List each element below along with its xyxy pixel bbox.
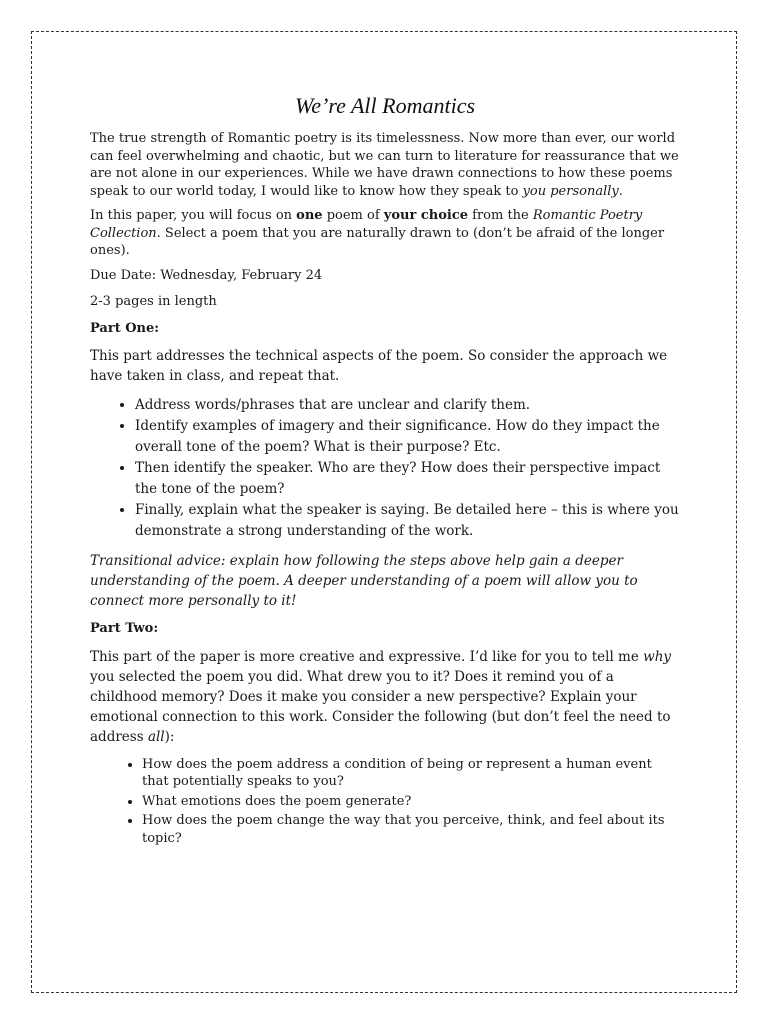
part-one-intro: This part addresses the technical aspects of the poem. So consider the approach we have taken in class, and repeat that. [90,348,668,384]
part-two-text-a: This part of the paper is more creative and expressive. I’d like for you to tell me [90,648,644,665]
part-two-list [90,756,680,848]
list-item: • How does the poem change the way that you perceive, think, and feel about its topic? [142,812,680,847]
part-two-intro [90,647,680,747]
intro-emphasis: you personally [522,183,619,199]
focus-text-e: from the [468,208,533,223]
part-one-heading [90,320,680,338]
part-two-heading [90,620,680,638]
list-item: • Address words/phrases that are unclear and clarify them. [135,395,680,416]
document-title: We’re All Romantics [294,93,476,118]
part-one-heading-text: Part One: [90,320,160,336]
focus-text-g: . Select a poem that you are naturally drawn to (don’t be afraid of the longer ones). [90,225,665,258]
part-two-text-b: you selected the poem you did. What drew you to it? Does it remind you of a childhood memory? Does it make you consider a new perspective? Explain your emotional connection to this work. Consider the following (but don’t feel the need to address [90,668,671,745]
list-item: • Then identify the speaker. Who are they? How does their perspective impact the tone of the poem? [135,458,680,500]
list-item: • What emotions does the poem generate? [142,793,680,811]
list-item: • How does the poem address a condition of being or represent a human event that potentially speaks to you? [142,756,680,791]
intro-text: The true strength of Romantic poetry is its timelessness. Now more than ever, our world can feel overwhelming and chaotic, but we can turn to literature for reassurance that we are not alone in our experiences. While we have drawn connections to how these poems speak to our world today, I would like to know how they speak to [90,131,679,199]
part-two-emphasis-why: why [643,648,672,665]
focus-collection-name: Romantic Poetry Collection [90,208,643,241]
part-two-heading-text: Part Two: [90,621,159,636]
intro-end: . [618,183,623,199]
list-item: • Identify examples of imagery and their significance. How do they impact the overall tone of the poem? What is their purpose? Etc. [135,416,680,458]
focus-text-a: In this paper, you will focus on [90,208,297,223]
document-body [90,93,680,856]
focus-paragraph [90,207,680,260]
page-length: 2-3 pages in length [90,294,217,309]
focus-text-c: poem of [322,208,384,223]
part-two-text-c: ): [164,728,175,745]
transitional-advice [90,551,680,611]
list-item: • Finally, explain what the speaker is saying. Be detailed here – this is where you demonstrate a strong understanding of the work. [135,500,680,542]
due-date: Due Date: Wednesday, February 24 [90,267,323,283]
focus-bold-choice: your choice [383,208,469,223]
focus-bold-one: one [296,208,323,223]
part-two-emphasis-all: all [147,728,165,745]
transitional-advice-text: Transitional advice: explain how following the steps above help gain a deeper understanding of the poem. A deeper understanding of a poem will allow you to connect more personally to it! [90,553,638,609]
intro-paragraph [90,130,680,200]
part-one-list [90,395,680,542]
